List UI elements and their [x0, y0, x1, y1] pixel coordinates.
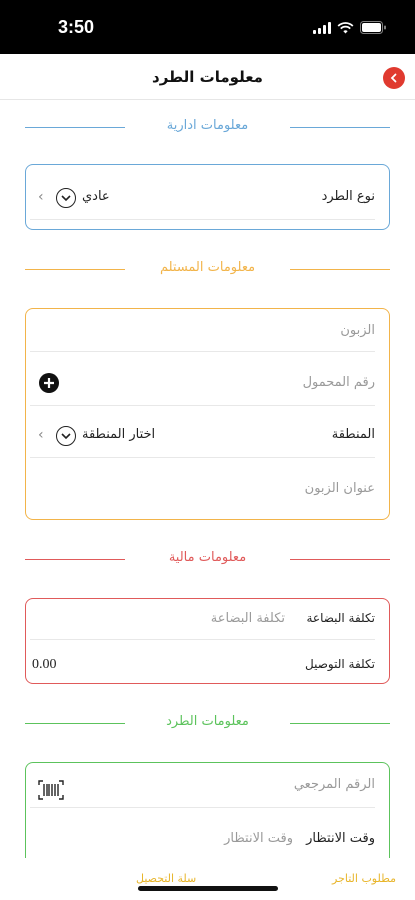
- finance-card: [25, 598, 390, 684]
- tab-bar: [0, 858, 415, 900]
- status-time: 3:50: [58, 17, 95, 37]
- parcel-type-label: نوع الطرد: [321, 189, 375, 204]
- receiver-card: [25, 308, 390, 520]
- divider: [290, 723, 390, 724]
- battery-icon: [360, 21, 387, 34]
- section-header-receiver: [0, 260, 415, 280]
- row-divider: [30, 219, 375, 220]
- chevron-left-icon: ‹: [38, 189, 44, 205]
- barcode-scan-button[interactable]: [38, 780, 64, 800]
- wait-time-label: وقت الانتظار: [306, 831, 375, 846]
- reference-number-input[interactable]: الرقم المرجعي: [293, 777, 375, 792]
- row-divider: [30, 639, 375, 640]
- delivery-cost-label: تكلفة التوصيل: [305, 657, 375, 671]
- divider: [290, 559, 390, 560]
- divider: [290, 127, 390, 128]
- section-title-finance: معلومات مالية: [168, 550, 247, 565]
- parcel-type-value: عادي: [82, 189, 110, 204]
- phone-input[interactable]: رقم المحمول: [302, 375, 375, 390]
- chevron-down-icon: [56, 426, 76, 446]
- address-input[interactable]: عنوان الزبون: [304, 481, 375, 496]
- page-title: معلومات الطرد: [152, 68, 263, 86]
- region-row[interactable]: [26, 406, 389, 458]
- status-icons: [313, 21, 387, 34]
- goods-cost-label: تكلفة البضاعة: [306, 611, 375, 625]
- wifi-icon: [337, 22, 354, 34]
- region-value: اختار المنطقة: [82, 427, 156, 442]
- tab-collection-basket[interactable]: سلة التحصيل: [136, 872, 197, 885]
- status-bar: [0, 0, 415, 54]
- signal-icon: [313, 22, 331, 34]
- row-divider: [30, 351, 375, 352]
- section-title-admin: معلومات ادارية: [166, 118, 249, 133]
- wait-time-input[interactable]: وقت الانتظار: [224, 831, 293, 846]
- plus-icon: [39, 373, 59, 393]
- section-title-parcel: معلومات الطرد: [166, 714, 249, 729]
- parcel-type-row[interactable]: [26, 165, 389, 231]
- close-circle-icon: [389, 73, 399, 83]
- add-phone-button[interactable]: [39, 373, 59, 393]
- row-divider: [30, 807, 375, 808]
- goods-cost-input[interactable]: تكلفة البضاعة: [210, 611, 285, 626]
- section-header-finance: [0, 550, 415, 570]
- parcel-card: [25, 762, 390, 872]
- admin-card: [25, 164, 390, 230]
- chevron-left-icon: ‹: [38, 427, 44, 443]
- divider: [290, 269, 390, 270]
- delivery-cost-value: 0.00: [32, 657, 57, 672]
- home-indicator: [138, 886, 278, 891]
- chevron-down-icon: [56, 188, 76, 208]
- tab-merchant-requested[interactable]: مطلوب التاجر: [332, 872, 397, 885]
- row-divider: [30, 457, 375, 458]
- nav-bar: [0, 54, 415, 100]
- customer-name-input[interactable]: الزبون: [340, 323, 375, 338]
- barcode-icon: [38, 780, 64, 800]
- section-title-receiver: معلومات المستلم: [159, 260, 256, 275]
- close-button[interactable]: [383, 67, 405, 89]
- section-header-admin: [0, 118, 415, 138]
- region-label: المنطقة: [331, 427, 375, 442]
- section-header-parcel: [0, 714, 415, 734]
